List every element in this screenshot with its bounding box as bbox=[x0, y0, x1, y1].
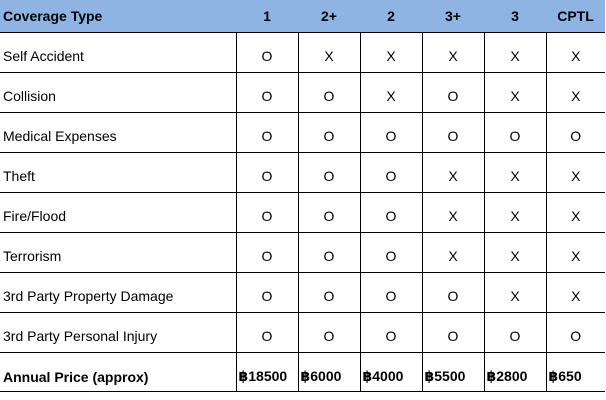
coverage-mark: O bbox=[422, 73, 484, 113]
coverage-mark: X bbox=[422, 233, 484, 273]
coverage-mark: O bbox=[360, 233, 422, 273]
coverage-mark: X bbox=[484, 73, 546, 113]
coverage-mark: O bbox=[298, 113, 360, 153]
coverage-mark: X bbox=[422, 33, 484, 73]
coverage-mark: O bbox=[484, 113, 546, 153]
table-row-fire-flood bbox=[0, 193, 605, 233]
coverage-mark: O bbox=[298, 73, 360, 113]
header-plan-2-plus: 2+ bbox=[298, 0, 360, 33]
coverage-mark: O bbox=[298, 153, 360, 193]
coverage-mark: X bbox=[546, 233, 605, 273]
coverage-mark: O bbox=[546, 113, 605, 153]
price-value: ฿6000 bbox=[298, 353, 360, 392]
coverage-mark: O bbox=[236, 193, 298, 233]
coverage-mark: X bbox=[546, 273, 605, 313]
coverage-label: Theft bbox=[0, 153, 236, 193]
coverage-mark: O bbox=[422, 313, 484, 353]
coverage-mark: O bbox=[360, 113, 422, 153]
coverage-mark: X bbox=[422, 153, 484, 193]
price-value: ฿18500 bbox=[236, 353, 298, 392]
price-label: Annual Price (approx) bbox=[0, 353, 236, 392]
coverage-mark: X bbox=[484, 153, 546, 193]
coverage-mark: O bbox=[236, 233, 298, 273]
coverage-mark: X bbox=[484, 233, 546, 273]
coverage-label: 3rd Party Property Damage bbox=[0, 273, 236, 313]
coverage-mark: O bbox=[236, 153, 298, 193]
table-row-medical-expenses bbox=[0, 113, 605, 153]
coverage-mark: O bbox=[360, 153, 422, 193]
coverage-label: Terrorism bbox=[0, 233, 236, 273]
table-row-self-accident bbox=[0, 33, 605, 73]
coverage-mark: X bbox=[484, 33, 546, 73]
coverage-label: 3rd Party Personal Injury bbox=[0, 313, 236, 353]
coverage-mark: O bbox=[360, 193, 422, 233]
coverage-mark: O bbox=[422, 113, 484, 153]
price-value: ฿650 bbox=[546, 353, 605, 392]
coverage-mark: X bbox=[546, 73, 605, 113]
table-row-3rd-party-property-damage bbox=[0, 273, 605, 313]
coverage-mark: O bbox=[360, 313, 422, 353]
table-row-theft bbox=[0, 153, 605, 193]
coverage-mark: O bbox=[422, 273, 484, 313]
coverage-mark: X bbox=[298, 33, 360, 73]
coverage-mark: X bbox=[484, 193, 546, 233]
price-value: ฿2800 bbox=[484, 353, 546, 392]
coverage-mark: O bbox=[236, 73, 298, 113]
coverage-mark: X bbox=[360, 33, 422, 73]
header-plan-3-plus: 3+ bbox=[422, 0, 484, 33]
coverage-mark: O bbox=[546, 313, 605, 353]
coverage-mark: O bbox=[236, 273, 298, 313]
table-row-annual-price bbox=[0, 353, 605, 392]
coverage-mark: O bbox=[236, 113, 298, 153]
header-plan-1: 1 bbox=[236, 0, 298, 33]
coverage-mark: X bbox=[546, 193, 605, 233]
coverage-mark: O bbox=[360, 273, 422, 313]
coverage-mark: X bbox=[484, 273, 546, 313]
header-plan-3: 3 bbox=[484, 0, 546, 33]
coverage-label: Fire/Flood bbox=[0, 193, 236, 233]
coverage-mark: X bbox=[422, 193, 484, 233]
header-plan-cptl: CPTL bbox=[546, 0, 605, 33]
table-row-collision bbox=[0, 73, 605, 113]
coverage-mark: O bbox=[298, 233, 360, 273]
coverage-label: Self Accident bbox=[0, 33, 236, 73]
price-value: ฿4000 bbox=[360, 353, 422, 392]
coverage-mark: X bbox=[546, 153, 605, 193]
table-row-terrorism bbox=[0, 233, 605, 273]
coverage-mark: O bbox=[484, 313, 546, 353]
header-row bbox=[0, 0, 605, 33]
coverage-mark: X bbox=[546, 33, 605, 73]
header-coverage-type: Coverage Type bbox=[0, 0, 236, 33]
coverage-mark: O bbox=[298, 273, 360, 313]
coverage-label: Medical Expenses bbox=[0, 113, 236, 153]
coverage-mark: O bbox=[298, 193, 360, 233]
coverage-mark: O bbox=[236, 33, 298, 73]
coverage-label: Collision bbox=[0, 73, 236, 113]
coverage-mark: X bbox=[360, 73, 422, 113]
price-value: ฿5500 bbox=[422, 353, 484, 392]
coverage-mark: O bbox=[236, 313, 298, 353]
coverage-mark: O bbox=[298, 313, 360, 353]
table-row-3rd-party-personal-injury bbox=[0, 313, 605, 353]
header-plan-2: 2 bbox=[360, 0, 422, 33]
